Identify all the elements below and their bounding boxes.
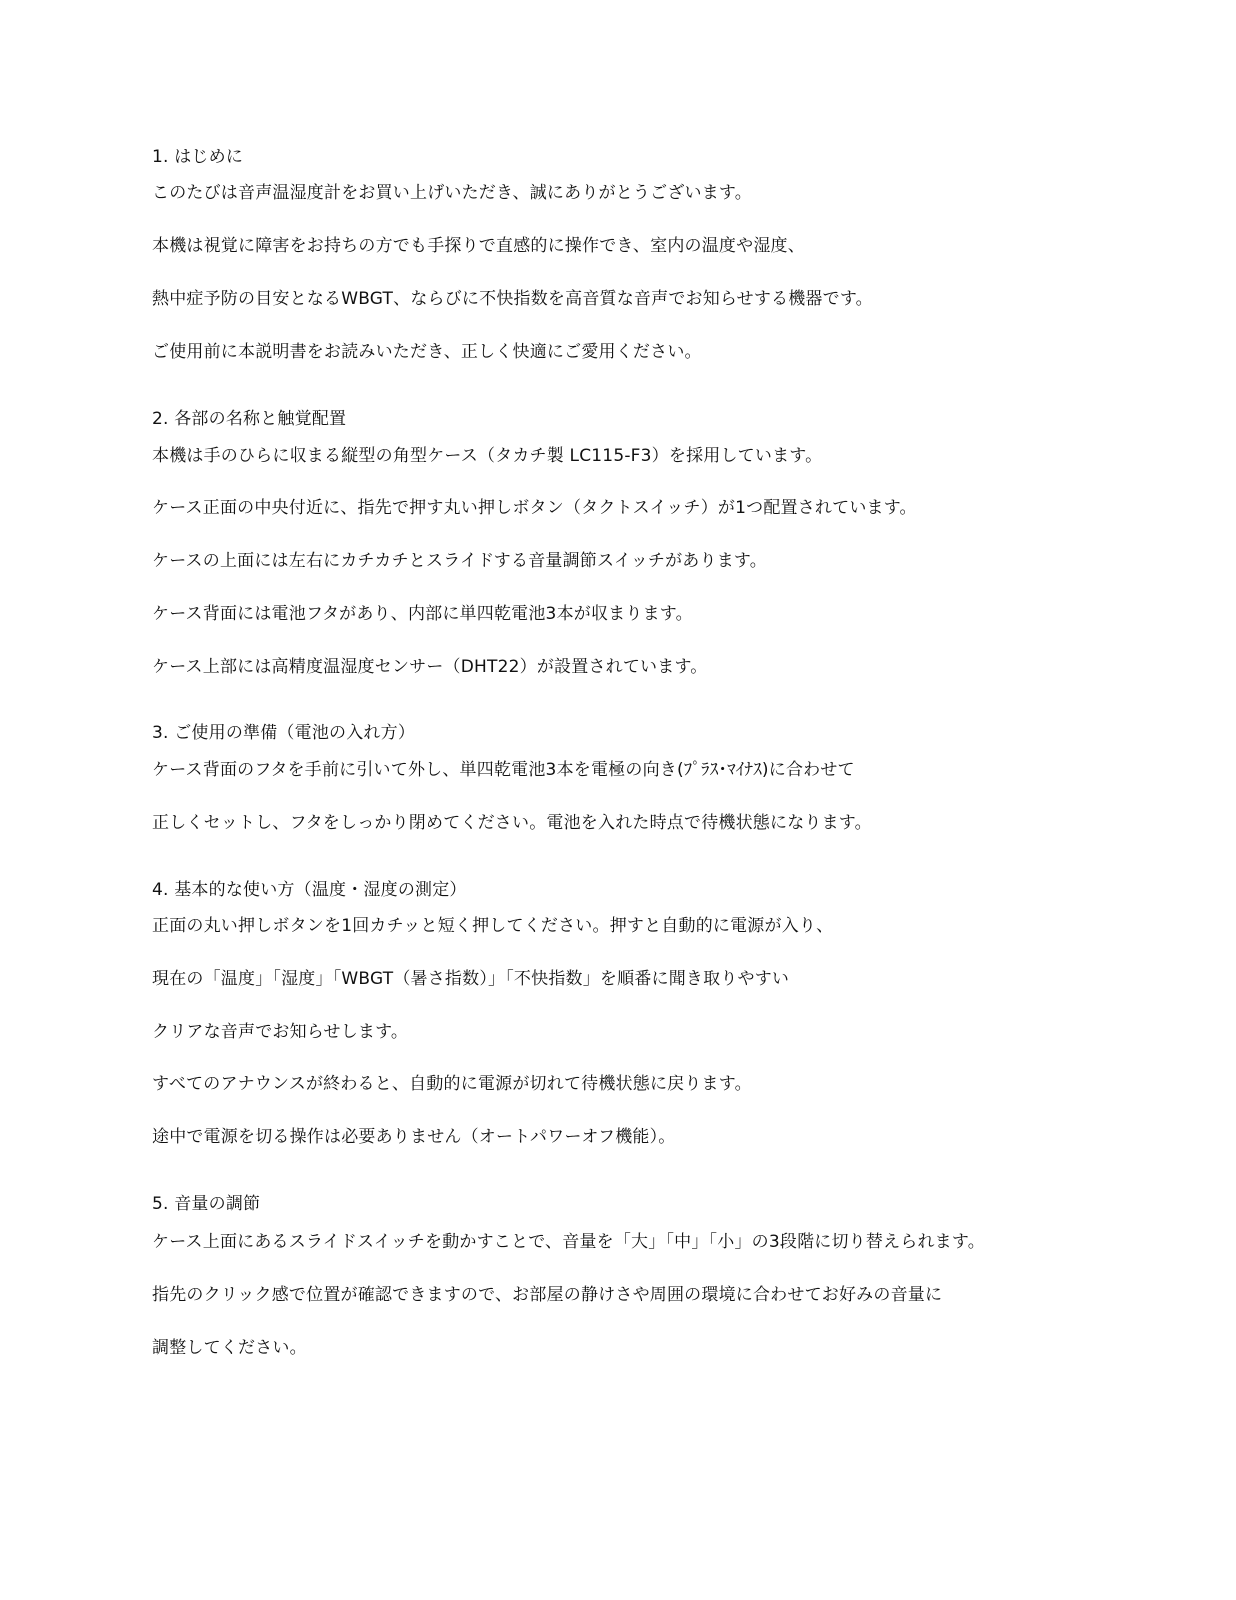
paragraph-line: 熱中症予防の目安となるWBGT、ならびに不快指数を高音質な音声でお知らせする機器です。: [152, 289, 873, 309]
paragraph-line: すべてのアナウンスが終わると、自動的に電源が切れて待機状態に戻ります。: [152, 1074, 752, 1094]
paragraph-line: 途中で電源を切る操作は必要ありません（オートパワーオフ機能）。: [152, 1127, 676, 1147]
section-heading-3: 3. ご使用の準備（電池の入れ方）: [152, 723, 416, 743]
paragraph-line: ケース正面の中央付近に、指先で押す丸い押しボタン（タクトスイッチ）が1つ配置されています。: [152, 498, 917, 518]
paragraph-line: 正面の丸い押しボタンを1回カチッと短く押してください。押すと自動的に電源が入り、: [152, 916, 834, 936]
section-heading-2: 2. 各部の名称と触覚配置: [152, 409, 347, 429]
paragraph-line: 正しくセットし、フタをしっかり閉めてください。電池を入れた時点で待機状態になります。: [152, 813, 872, 833]
paragraph-line: ケース上面にあるスライドスイッチを動かすことで、音量を「大」「中」「小」の3段階に切り替えられます。: [152, 1232, 985, 1252]
paragraph-line: 指先のクリック感で位置が確認できますので、お部屋の静けさや周囲の環境に合わせてお好みの音量に: [152, 1285, 943, 1305]
paragraph-line: 本機は視覚に障害をお持ちの方でも手探りで直感的に操作でき、室内の温度や湿度、: [152, 236, 805, 256]
paragraph-line: ケース背面のフタを手前に引いて外し、単四乾電池3本を電極の向き(ﾌﾟﾗｽ･ﾏｲﾅｽ)に合わせて: [152, 760, 855, 780]
paragraph-line: 現在の「温度」「湿度」「WBGT（暑さ指数）」「不快指数」を順番に聞き取りやすい: [152, 969, 790, 989]
paragraph-line: ケース上部には高精度温湿度センサー（DHT22）が設置されています。: [152, 657, 708, 677]
paragraph-line: クリアな音声でお知らせします。: [152, 1022, 409, 1042]
paragraph-line: ご使用前に本説明書をお読みいただき、正しく快適にご愛用ください。: [152, 342, 702, 362]
paragraph-line: ケースの上面には左右にカチカチとスライドする音量調節スイッチがあります。: [152, 551, 767, 571]
paragraph-line: 調整してください。: [152, 1338, 307, 1358]
section-heading-5: 5. 音量の調節: [152, 1194, 261, 1214]
paragraph-line: このたびは音声温湿度計をお買い上げいただき、誠にありがとうございます。: [152, 183, 752, 203]
paragraph-line: 本機は手のひらに収まる縦型の角型ケース（タカチ製 LC115-F3）を採用しています。: [152, 446, 823, 466]
paragraph-line: ケース背面には電池フタがあり、内部に単四乾電池3本が収まります。: [152, 604, 693, 624]
section-heading-1: 1. はじめに: [152, 147, 244, 167]
section-heading-4: 4. 基本的な使い方（温度・湿度の測定）: [152, 880, 467, 900]
